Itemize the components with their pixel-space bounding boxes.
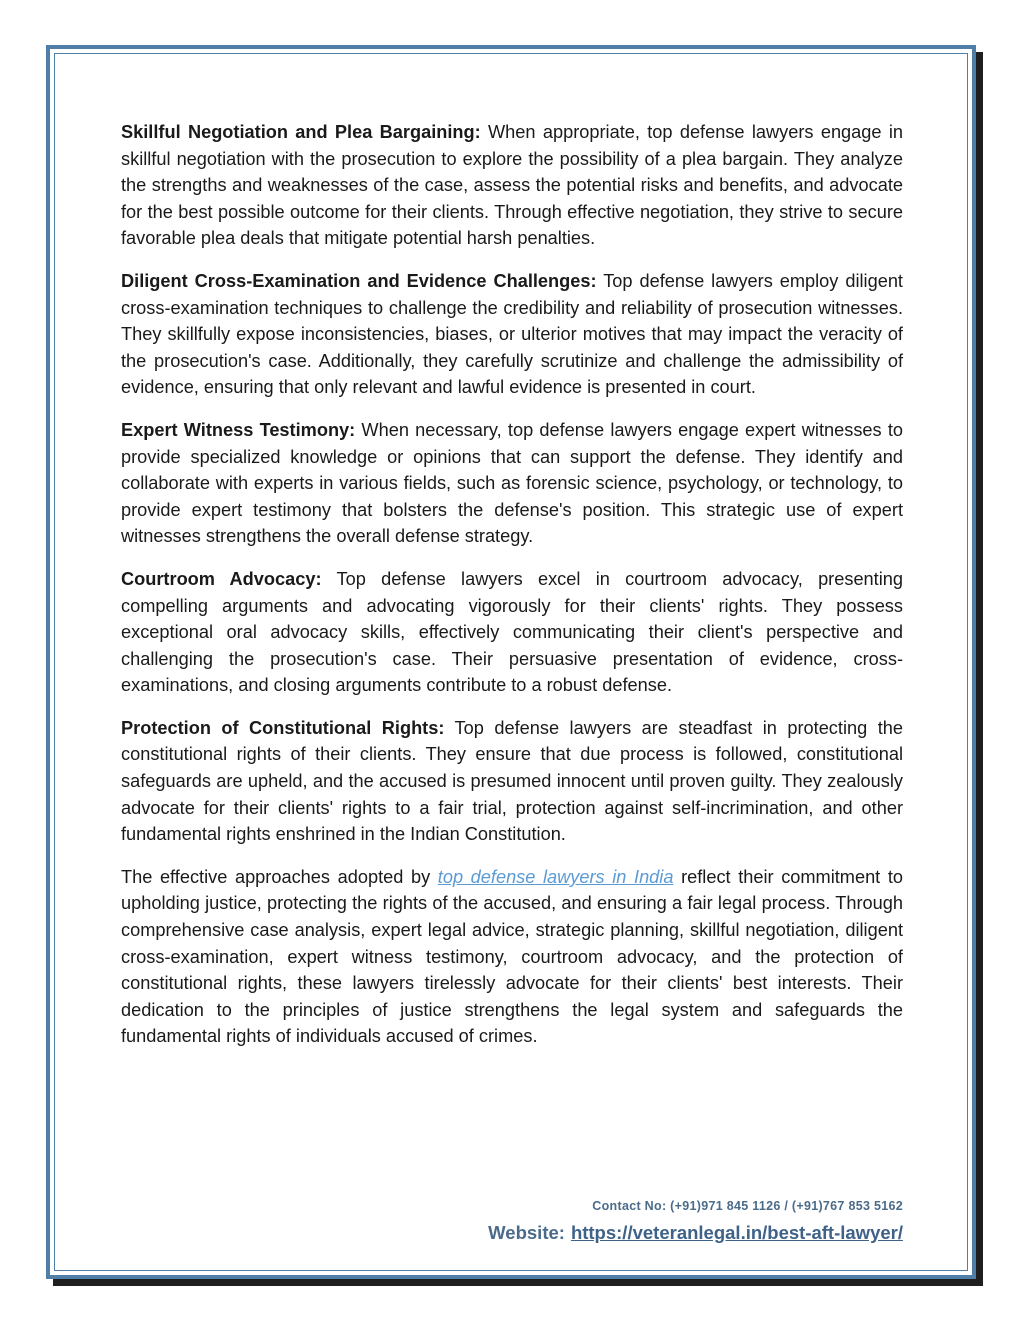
- section-text: When appropriate, top defense lawyers engage in skillful negotiation with the prosecution to explore the possibility of a plea bargain. They analyze the strengths and weaknesses of the case, assess the potential risks and benefits, and advocate for the best possible outcome for their clients. Through effective negotiation, they strive to secure favorable plea deals that mitigate potential harsh penalties.: [121, 122, 903, 249]
- section-text: Top defense lawyers are steadfast in protecting the constitutional rights of their clients. They ensure that due process is followed, constitutional safeguards are upheld, and the accused is presumed innocent until proven guilty. They zealously advocate for their clients' rights to a fair trial, protection against self-incrimination, and other fundamental rights enshrined in the Indian Constitution.: [121, 717, 903, 845]
- website-line: [488, 1222, 903, 1244]
- conclusion-text-start: The effective approaches adopted by: [121, 866, 438, 887]
- section-expert-witness: [121, 417, 903, 550]
- section-heading: Protection of Constitutional Rights:: [121, 717, 445, 738]
- section-heading: Skillful Negotiation and Plea Bargaining:: [121, 122, 481, 142]
- section-text: Top defense lawyers employ diligent cross-examination techniques to challenge the credibility and reliability of prosecution witnesses. They skillfully expose inconsistencies, biases, or ulterior motives that may impact the veracity of the prosecution's case. Additionally, they carefully scrutinize and challenge the admissibility of evidence, ensuring that only relevant and lawful evidence is presented in court.: [121, 270, 903, 398]
- contact-number: Contact No: (+91)971 845 1126 / (+91)767 853 5162: [592, 1199, 903, 1213]
- section-cross-examination: [121, 268, 903, 401]
- section-heading: Diligent Cross-Examination and Evidence Challenges:: [121, 270, 597, 291]
- conclusion-text-end: reflect their commitment to upholding justice, protecting the rights of the accused, and ensuring a fair legal process. Through comprehensive case analysis, expert legal advice, strategic planning, skillful negotiation, diligent cross-examination, expert witness testimony, courtroom advocacy, and the protection of constitutional rights, these lawyers tirelessly advocate for their clients' best interests. Their dedication to the principles of justice strengthens the legal system and safeguards the fundamental rights of individuals accused of crimes.: [121, 866, 904, 1047]
- section-heading: Courtroom Advocacy:: [121, 568, 322, 589]
- conclusion-paragraph: [121, 864, 903, 1050]
- footer: [488, 1197, 903, 1244]
- website-label: Website:: [488, 1222, 565, 1243]
- section-text: Top defense lawyers excel in courtroom advocacy, presenting compelling arguments and advocating vigorously for their clients' rights. They possess exceptional oral advocacy skills, effectively communicating their client's perspective and challenging the prosecution's case. Their persuasive presentation of evidence, cross-examinations, and closing arguments contribute to a robust defense.: [121, 568, 904, 696]
- section-text: When necessary, top defense lawyers engage expert witnesses to provide specialized knowledge or opinions that can support the defense. They identify and collaborate with experts in various fields, such as forensic science, psychology, or technology, to provide expert testimony that bolsters the defense's position. This strategic use of expert witnesses strengthens the overall defense strategy.: [121, 419, 903, 547]
- section-courtroom-advocacy: [121, 566, 903, 699]
- document-body: [121, 119, 903, 1066]
- defense-lawyers-link[interactable]: top defense lawyers in India: [437, 866, 674, 887]
- section-plea-bargaining: [121, 119, 903, 252]
- website-link[interactable]: https://veteranlegal.in/best-aft-lawyer/: [570, 1222, 903, 1243]
- section-heading: Expert Witness Testimony:: [121, 419, 356, 440]
- section-constitutional-rights: [121, 715, 903, 848]
